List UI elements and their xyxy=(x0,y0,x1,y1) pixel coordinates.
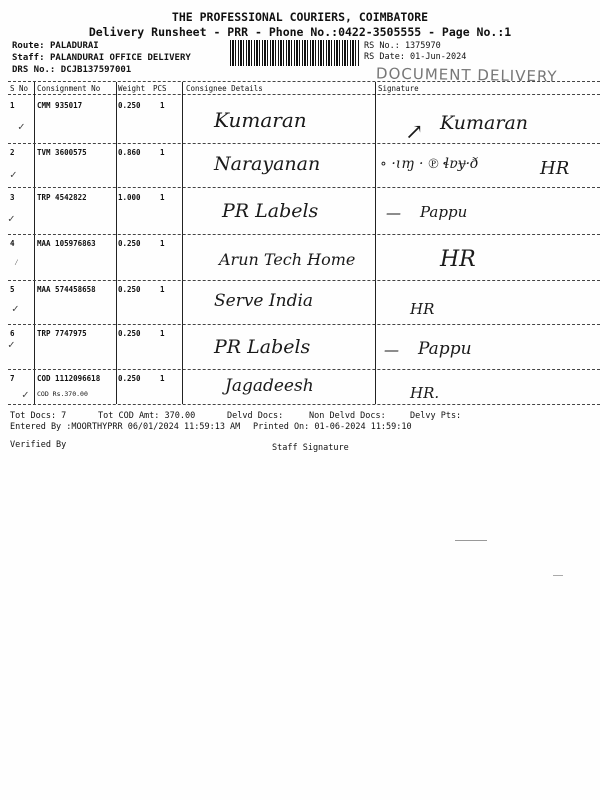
scan-artifact xyxy=(455,540,487,541)
row-7-pcs: 1 xyxy=(160,374,165,383)
staff-label: Staff: xyxy=(12,53,45,63)
table-bottom-divider xyxy=(8,404,600,405)
row-divider xyxy=(8,187,600,188)
row-5-signature: HR xyxy=(410,300,435,318)
row-7-sno: 7 xyxy=(10,374,15,383)
row-1-consignee: Kumaran xyxy=(214,108,307,132)
row-divider xyxy=(8,280,600,281)
staff-value: PALANDURAI OFFICE DELIVERY xyxy=(49,53,191,63)
check-mark-icon: ✓ xyxy=(18,120,25,133)
scan-artifact xyxy=(553,575,563,576)
row-7-cod-note: COD Rs.370.00 xyxy=(37,390,88,398)
row-divider xyxy=(8,143,600,144)
table-vline xyxy=(182,82,183,404)
barcode xyxy=(230,40,360,66)
row-5-consignment: MAA 574458658 xyxy=(37,285,96,294)
dash-mark: — xyxy=(386,204,401,222)
verified-by: Verified By xyxy=(10,440,67,450)
row-divider xyxy=(8,369,600,370)
check-mark-icon: ✓ xyxy=(10,168,17,181)
col-sno: S No xyxy=(10,84,29,93)
row-2-consignee: Narayanan xyxy=(214,153,321,175)
total-docs: Tot Docs: 7 xyxy=(10,411,67,421)
row-divider xyxy=(8,234,600,235)
row-1-sno: 1 xyxy=(10,101,15,110)
row-2-weight: 0.860 xyxy=(118,148,141,157)
row-2-pcs: 1 xyxy=(160,148,165,157)
row-2-sno: 2 xyxy=(10,148,15,157)
printed-on: Printed On: 01-06-2024 11:59:10 xyxy=(253,422,412,432)
row-6-consignee: PR Labels xyxy=(214,336,311,358)
document-title: THE PROFESSIONAL COURIERS, COIMBATORE xyxy=(171,10,429,24)
header-bottom-divider xyxy=(8,94,600,95)
route-label: Route: xyxy=(12,41,45,51)
row-4-consignee: Arun Tech Home xyxy=(219,250,356,269)
delivered-docs: Delvd Docs: xyxy=(227,411,284,421)
row-5-weight: 0.250 xyxy=(118,285,141,294)
rs-number: RS No.: 1375970 xyxy=(364,41,441,51)
row-7-signature: HR. xyxy=(410,384,440,402)
delivery-points: Delvy Pts: xyxy=(410,411,462,421)
staff-info xyxy=(12,53,191,63)
table-vline xyxy=(116,82,117,404)
row-5-consignee: Serve India xyxy=(214,291,314,311)
route-value: PALADURAI xyxy=(49,41,99,51)
row-6-consignment: TRP 7747975 xyxy=(37,329,87,338)
row-5-sno: 5 xyxy=(10,285,15,294)
drs-value: DCJB137597001 xyxy=(60,65,132,75)
check-mark-icon: ✓ xyxy=(12,302,19,315)
col-consignee: Consignee Details xyxy=(186,84,263,93)
non-delivered-docs: Non Delvd Docs: xyxy=(309,411,386,421)
row-7-consignee: Jagadeesh xyxy=(225,376,314,396)
row-divider xyxy=(8,324,600,325)
staff-signature: Staff Signature xyxy=(272,443,349,453)
row-5-pcs: 1 xyxy=(160,285,165,294)
row-3-signature: Pappu xyxy=(420,203,468,221)
row-3-consignee: PR Labels xyxy=(222,200,319,222)
row-1-signature: Kumaran xyxy=(440,112,529,134)
drs-info xyxy=(12,65,131,75)
row-4-sno: 4 xyxy=(10,239,15,248)
col-consignment: Consignment No xyxy=(37,84,101,93)
check-mark-icon: ✓ xyxy=(8,338,15,351)
row-4-signature: HR xyxy=(440,247,476,272)
row-6-weight: 0.250 xyxy=(118,329,141,338)
scribble-icon: ∘ ·ɩɱ · ℗ ɬɐɏ·ð xyxy=(380,156,479,172)
table-vline xyxy=(375,82,376,404)
table-vline xyxy=(34,82,35,404)
row-1-pcs: 1 xyxy=(160,101,165,110)
check-mark-icon: ✓ xyxy=(22,388,29,401)
row-1-consignment: CMM 935017 xyxy=(37,101,83,110)
row-6-signature: Pappu xyxy=(418,339,472,359)
rs-date: RS Date: 01-Jun-2024 xyxy=(364,52,467,62)
entered-by: Entered By :MOORTHYPRR 06/01/2024 11:59:13 AM xyxy=(10,422,241,432)
arrow-scribble-icon: ↗ xyxy=(405,120,424,145)
col-pcs: PCS xyxy=(153,84,167,93)
row-4-consignment: MAA 105976863 xyxy=(37,239,96,248)
row-2-signature: HR xyxy=(540,158,570,179)
row-7-consignment: COD 1112096618 xyxy=(37,374,101,383)
route-info xyxy=(12,41,99,51)
row-3-weight: 1.000 xyxy=(118,193,141,202)
row-6-sno: 6 xyxy=(10,329,15,338)
col-signature: Signature xyxy=(378,84,419,93)
row-7-weight: 0.250 xyxy=(118,374,141,383)
drs-label: DRS No.: xyxy=(12,65,56,75)
row-3-sno: 3 xyxy=(10,193,15,202)
row-2-consignment: TVM 3600575 xyxy=(37,148,87,157)
col-weight: Weight xyxy=(118,84,146,93)
document-subtitle: Delivery Runsheet - PRR - Phone No.:0422-3505555 - Page No.:1 xyxy=(88,25,512,39)
dash-mark: — xyxy=(384,341,399,359)
check-mark-icon: ✓ xyxy=(8,212,15,225)
row-4-pcs: 1 xyxy=(160,239,165,248)
row-6-pcs: 1 xyxy=(160,329,165,338)
row-3-consignment: TRP 4542822 xyxy=(37,193,87,202)
row-4-weight: 0.250 xyxy=(118,239,141,248)
row-1-weight: 0.250 xyxy=(118,101,141,110)
row-3-pcs: 1 xyxy=(160,193,165,202)
check-mark-icon: ⁄ xyxy=(14,258,19,267)
total-cod-amount: Tot COD Amt: 370.00 xyxy=(98,411,196,421)
header-top-divider xyxy=(8,81,600,82)
document-delivery-stamp: DOCUMENT DELIVERY xyxy=(375,64,558,86)
